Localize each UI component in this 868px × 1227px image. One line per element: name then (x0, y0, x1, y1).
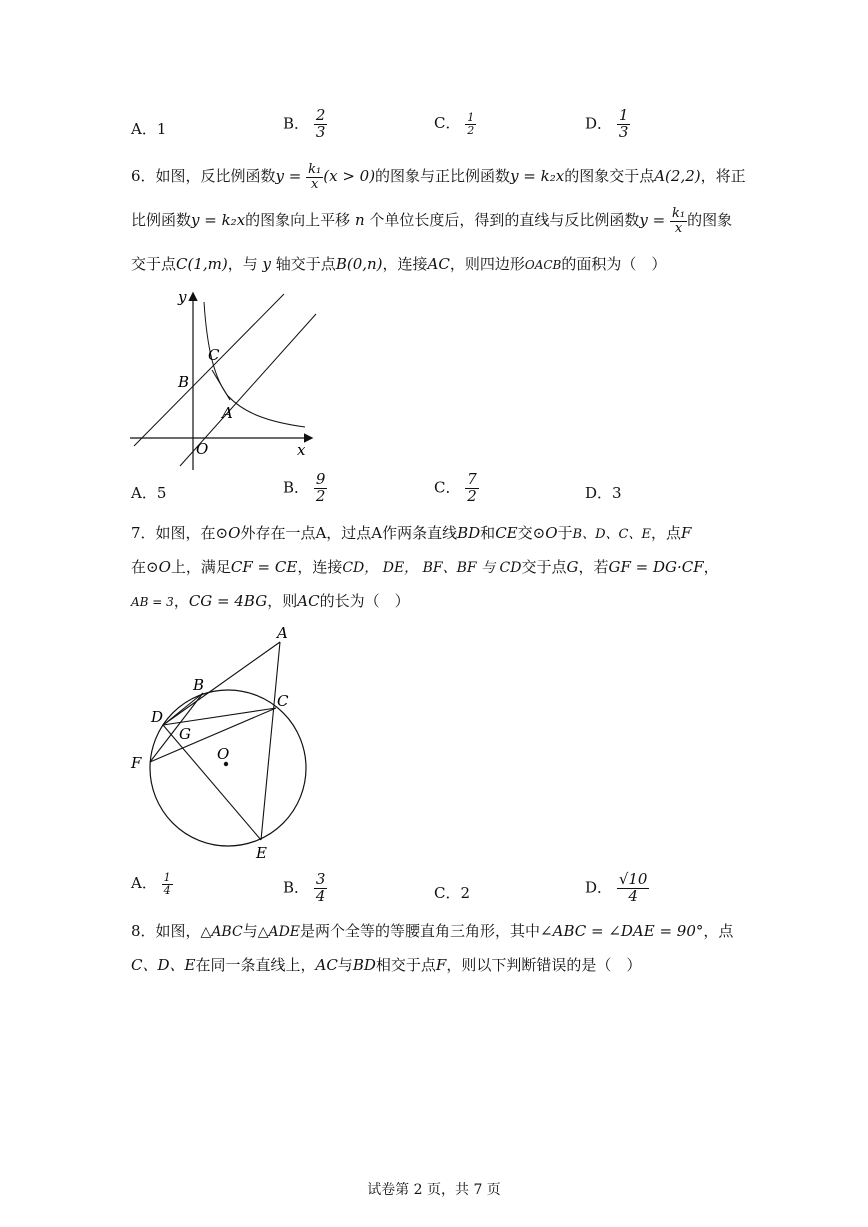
q8-line-2: C、D、E在同一条直线上，AC与BD相交于点F，则以下判断错误的是（ ） (131, 956, 642, 974)
label-y: y (178, 288, 187, 306)
line-de (163, 725, 261, 840)
q7-option-d: D． $\frac{√10}{4}$ (585, 870, 648, 905)
segment-ac (212, 370, 230, 400)
circle-o (150, 690, 306, 846)
label-o: O (196, 440, 209, 458)
line-ae (261, 642, 280, 840)
label-b: B (193, 676, 205, 694)
q7-option-a: A． $\frac{1}{4}$ (131, 871, 171, 897)
label-b: B (178, 373, 190, 391)
q7-option-b: B． $\frac{3}{4}$ (283, 870, 326, 905)
label-o: O (217, 745, 230, 763)
q5-option-d: D． $\frac{1}{3}$ (585, 106, 629, 141)
q5-option-c: C． $\frac{1}{2}$ (434, 111, 475, 137)
q6-option-d: D．3 (585, 484, 622, 502)
q6-line-1: 6．如图，反比例函数y = $\frac{\text{k₁}}{x}$ (x > 0)的图象与正比例函数y = k₂x的图象交于点A(2,2)，将正 (131, 162, 746, 192)
q5-option-b: B． $\frac{2}{3}$ (283, 106, 326, 141)
label-a: A (277, 624, 288, 642)
q7-line-3: AB = 3，CG = 4BG，则AC的长为（ ） (131, 592, 410, 610)
label-f: F (131, 754, 142, 772)
q6-option-c: C． $\frac{7}{2}$ (434, 470, 477, 505)
q6-figure (128, 288, 323, 473)
label-c: C (277, 692, 289, 710)
label-a: A (222, 404, 233, 422)
q7-figure (125, 618, 325, 866)
line-cf (150, 708, 276, 762)
line-ad (163, 642, 280, 725)
q6-option-b: B． $\frac{9}{2}$ (283, 470, 326, 505)
q7-line-1: 7．如图，在⊙O外存在一点A，过点A作两条直线BD和CE交⊙O于B、D、C、E，点F (131, 524, 692, 542)
q6-option-a: A．5 (131, 484, 167, 502)
hyperbola-curve (204, 302, 305, 427)
label-x: x (297, 441, 306, 459)
label-e: E (256, 844, 267, 862)
label-d: D (151, 708, 164, 726)
q5-option-a: A．1 (131, 120, 167, 138)
q8-line-1: 8．如图，△ABC与△ADE是两个全等的等腰直角三角形，其中∠ABC = ∠DAE = 90°，点 (131, 922, 734, 940)
q7-option-c: C．2 (434, 884, 471, 902)
line-shifted (134, 294, 284, 446)
page-footer: 试卷第 2 页，共 7 页 (367, 1182, 501, 1198)
label-g: G (179, 725, 191, 743)
line-bd-inner (167, 693, 203, 722)
label-c: C (208, 346, 220, 364)
line-bf (150, 693, 203, 762)
q6-line-2: 比例函数y = k₂x的图象向上平移 n 个单位长度后，得到的直线与反比例函数y = $\frac{\text{k₁}}{x}$ 的图象 (131, 206, 733, 236)
q7-line-2: 在⊙O上，满足CF = CE，连接CD， DE， BF、BF 与 CD交于点G，若GF = DG·CF， (131, 558, 719, 576)
q6-line-3: 交于点C(1,m)，与 y 轴交于点B(0,n)，连接AC，则四边形OACB的面积为（ ） (131, 255, 667, 273)
